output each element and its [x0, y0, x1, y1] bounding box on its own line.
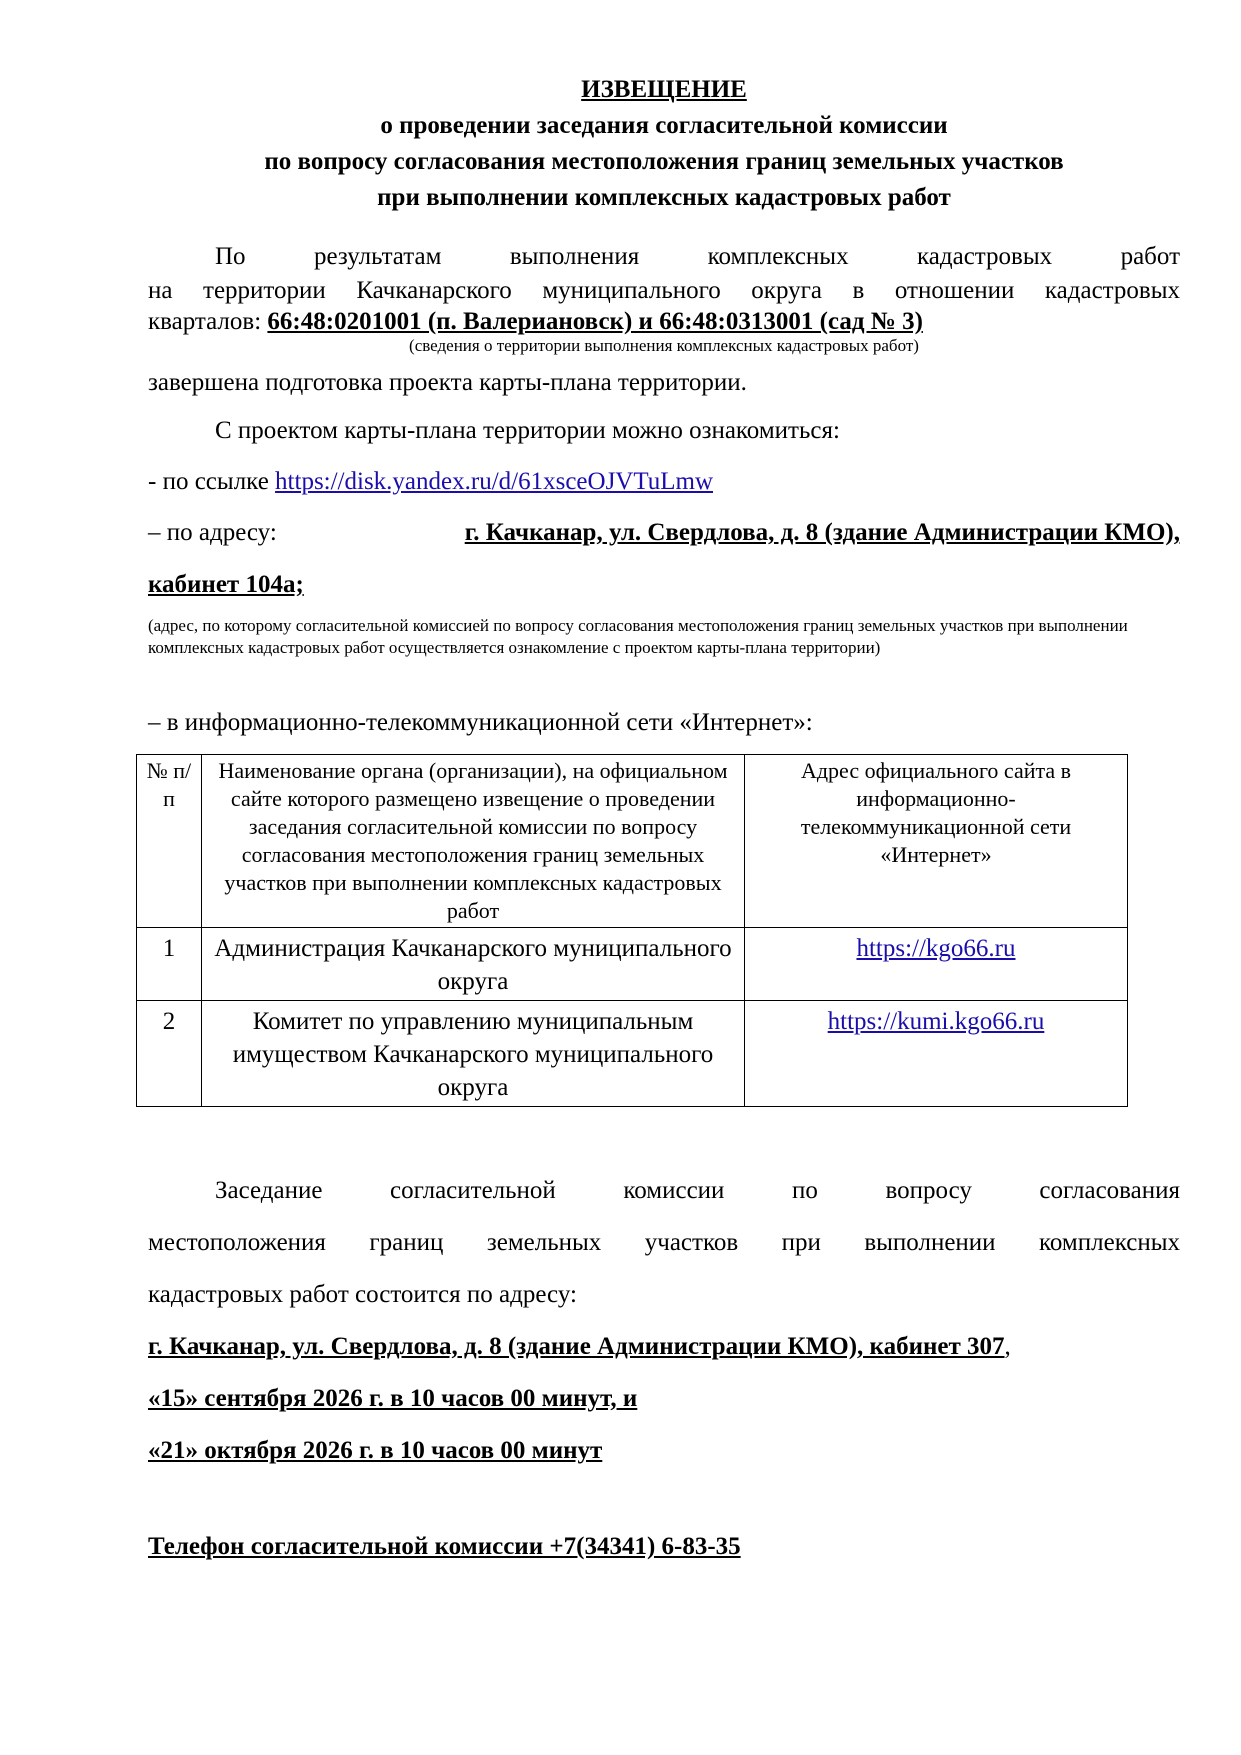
- websites-table: [136, 754, 1128, 1107]
- review-link-line: [148, 465, 713, 499]
- row-org: Комитет по управлению муниципальным имуществом Качканарского муниципального округа: [202, 1001, 745, 1107]
- row-org: Администрация Качканарского муниципального округа: [202, 928, 745, 1001]
- meeting-date-1: «15» сентября 2026 г. в 10 часов 00 минут, и: [148, 1385, 638, 1412]
- meeting-line-2: местоположения границ земельных участков при выполнении комплексных: [148, 1229, 1180, 1256]
- review-heading: С проектом карты-плана территории можно ознакомиться:: [215, 417, 840, 444]
- intro-line-3: [148, 305, 923, 339]
- intro-quarters-prefix: кварталов:: [148, 308, 268, 335]
- intro-line-2: на территории Качканарского муниципального округа в отношении кадастровых: [148, 277, 1180, 304]
- meeting-date-2: «21» октября 2026 г. в 10 часов 00 минут: [148, 1437, 603, 1464]
- table-header-row: [137, 755, 1128, 928]
- commission-phone: Телефон согласительной комиссии +7(34341) 6-83-35: [148, 1533, 741, 1560]
- meeting-line-1: Заседание согласительной комиссии по вопросу согласования: [215, 1177, 1180, 1204]
- notice-subtitle-line-1: о проведении заседания согласительной комиссии: [380, 112, 948, 139]
- row-num: 2: [137, 1001, 202, 1107]
- meeting-line-3: кадастровых работ состоится по адресу:: [148, 1281, 577, 1308]
- row-num: 1: [137, 928, 202, 1001]
- review-address: г. Качканар, ул. Свердлова, д. 8 (здание Администрации КМО),: [464, 519, 1180, 546]
- yandex-disk-link[interactable]: https://disk.yandex.ru/d/61xsceOJVTuLmw: [275, 468, 714, 495]
- review-address-note: (адрес, по которому согласительной комиссией по вопросу согласования местоположения границ земельных участков при выполнении комплексных кадастровых работ осуществляется ознакомление с проектом карты-плана территории): [148, 616, 1128, 657]
- review-link-prefix: - по ссылке: [148, 468, 276, 495]
- row-site-link[interactable]: https://kumi.kgo66.ru: [827, 1008, 1045, 1035]
- meeting-address: г. Качканар, ул. Свердлова, д. 8 (здание Администрации КМО), кабинет 307: [148, 1333, 1005, 1360]
- internet-heading: – в информационно-телекоммуникационной сети «Интернет»:: [148, 709, 813, 736]
- quarters-caption: (сведения о территории выполнения комплексных кадастровых работ): [409, 336, 919, 355]
- review-address-line: [148, 516, 1180, 550]
- notice-subtitle-line-2: по вопросу согласования местоположения границ земельных участков: [264, 148, 1064, 175]
- row-site-link[interactable]: https://kgo66.ru: [856, 935, 1016, 962]
- intro-line-1: По результатам выполнения комплексных кадастровых работ: [215, 243, 1180, 270]
- meeting-address-line: [148, 1330, 1011, 1364]
- header-site: Адрес официального сайта в информационно-телекоммуникационной сети «Интернет»: [745, 755, 1128, 928]
- header-org: Наименование органа (организации), на официальном сайте которого размещено извещение о проведении заседания согласительной комиссии по вопросу согласования местоположения границ земельных участков при выполнении комплексных кадастровых работ: [202, 755, 745, 928]
- notice-title: ИЗВЕЩЕНИЕ: [581, 76, 747, 103]
- table-row: [137, 928, 1128, 1001]
- meeting-address-suffix: ,: [1004, 1333, 1011, 1360]
- table-row: [137, 1001, 1128, 1107]
- cadastral-quarters: 66:48:0201001 (п. Валериановск) и 66:48:0313001 (сад № 3): [267, 308, 923, 335]
- review-address-prefix: – по адресу:: [148, 519, 277, 546]
- review-address-office: кабинет 104а;: [148, 571, 304, 598]
- intro-line-4: завершена подготовка проекта карты-плана территории.: [148, 369, 747, 396]
- notice-subtitle-line-3: при выполнении комплексных кадастровых работ: [377, 184, 951, 211]
- header-num: № п/п: [137, 755, 202, 928]
